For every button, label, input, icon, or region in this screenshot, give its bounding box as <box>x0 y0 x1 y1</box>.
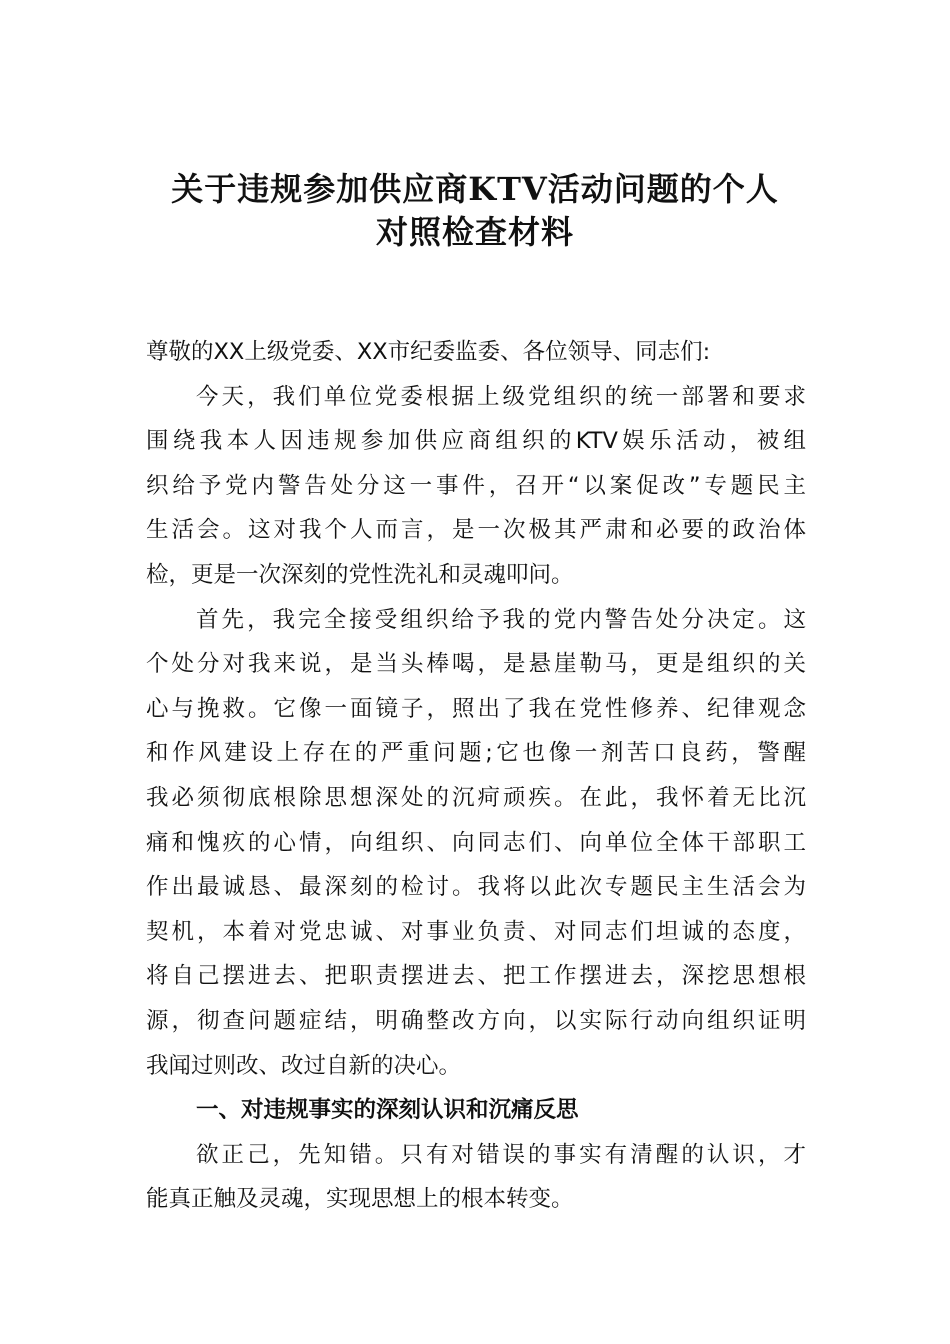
paragraph-line: 和作风建设上存在的严重问题;它也像一剂苦口良药，警醒 <box>146 740 806 767</box>
paragraph-line: 生活会。这对我个人而言，是一次极其严肃和必要的政治体 <box>146 517 806 544</box>
paragraph-line: 契机，本着对党忠诚、对事业负责、对同志们坦诚的态度， <box>146 918 806 945</box>
document-body <box>146 330 806 1222</box>
paragraph-line: 围绕我本人因违规参加供应商组织的KTV娱乐活动，被组 <box>146 428 806 455</box>
paragraph-line: 今天，我们单位党委根据上级党组织的统一部署和要求 <box>196 383 806 410</box>
paragraph-line: 痛和愧疚的心情，向组织、向同志们、向单位全体干部职工 <box>146 829 806 856</box>
paragraph-line: 作出最诚恳、最深刻的检讨。我将以此次专题民主生活会为 <box>146 874 806 901</box>
paragraph-line: 我闻过则改、改过自新的决心。 <box>146 1052 462 1079</box>
paragraph-line: 我必须彻底根除思想深处的沉疴顽疾。在此，我怀着无比沉 <box>146 784 806 811</box>
paragraph-line: 将自己摆进去、把职责摆进去、把工作摆进去，深挖思想根 <box>146 963 806 990</box>
paragraph-line: 心与挽救。它像一面镜子，照出了我在党性修养、纪律观念 <box>146 695 806 722</box>
paragraph <box>146 375 806 598</box>
paragraph-line: 能真正触及灵魂，实现思想上的根本转变。 <box>146 1186 574 1213</box>
paragraph-line: 首先，我完全接受组织给予我的党内警告处分决定。这 <box>196 606 806 633</box>
document-title-line1: 关于违规参加供应商KTV活动问题的个人 <box>171 170 779 208</box>
salutation: 尊敬的XX上级党委、XX市纪委监委、各位领导、同志们: <box>146 339 711 365</box>
paragraph <box>146 598 806 1089</box>
paragraph-line: 个处分对我来说，是当头棒喝，是悬崖勒马，更是组织的关 <box>146 651 806 678</box>
paragraphs <box>146 375 806 1089</box>
section-heading: 一、对违规事实的深刻认识和沉痛反思 <box>196 1097 579 1124</box>
paragraph-line: 检，更是一次深刻的党性洗礼和灵魂叩问。 <box>146 561 574 588</box>
paragraph-line: 欲正己，先知错。只有对错误的事实有清醒的认识，才 <box>196 1141 806 1168</box>
paragraph-line: 源，彻查问题症结，明确整改方向，以实际行动向组织证明 <box>146 1007 806 1034</box>
paragraph-line: 织给予党内警告处分这一事件，召开“以案促改”专题民主 <box>146 472 806 499</box>
section-paragraph <box>146 1133 806 1222</box>
document-title-line2: 对照检查材料 <box>375 213 574 251</box>
